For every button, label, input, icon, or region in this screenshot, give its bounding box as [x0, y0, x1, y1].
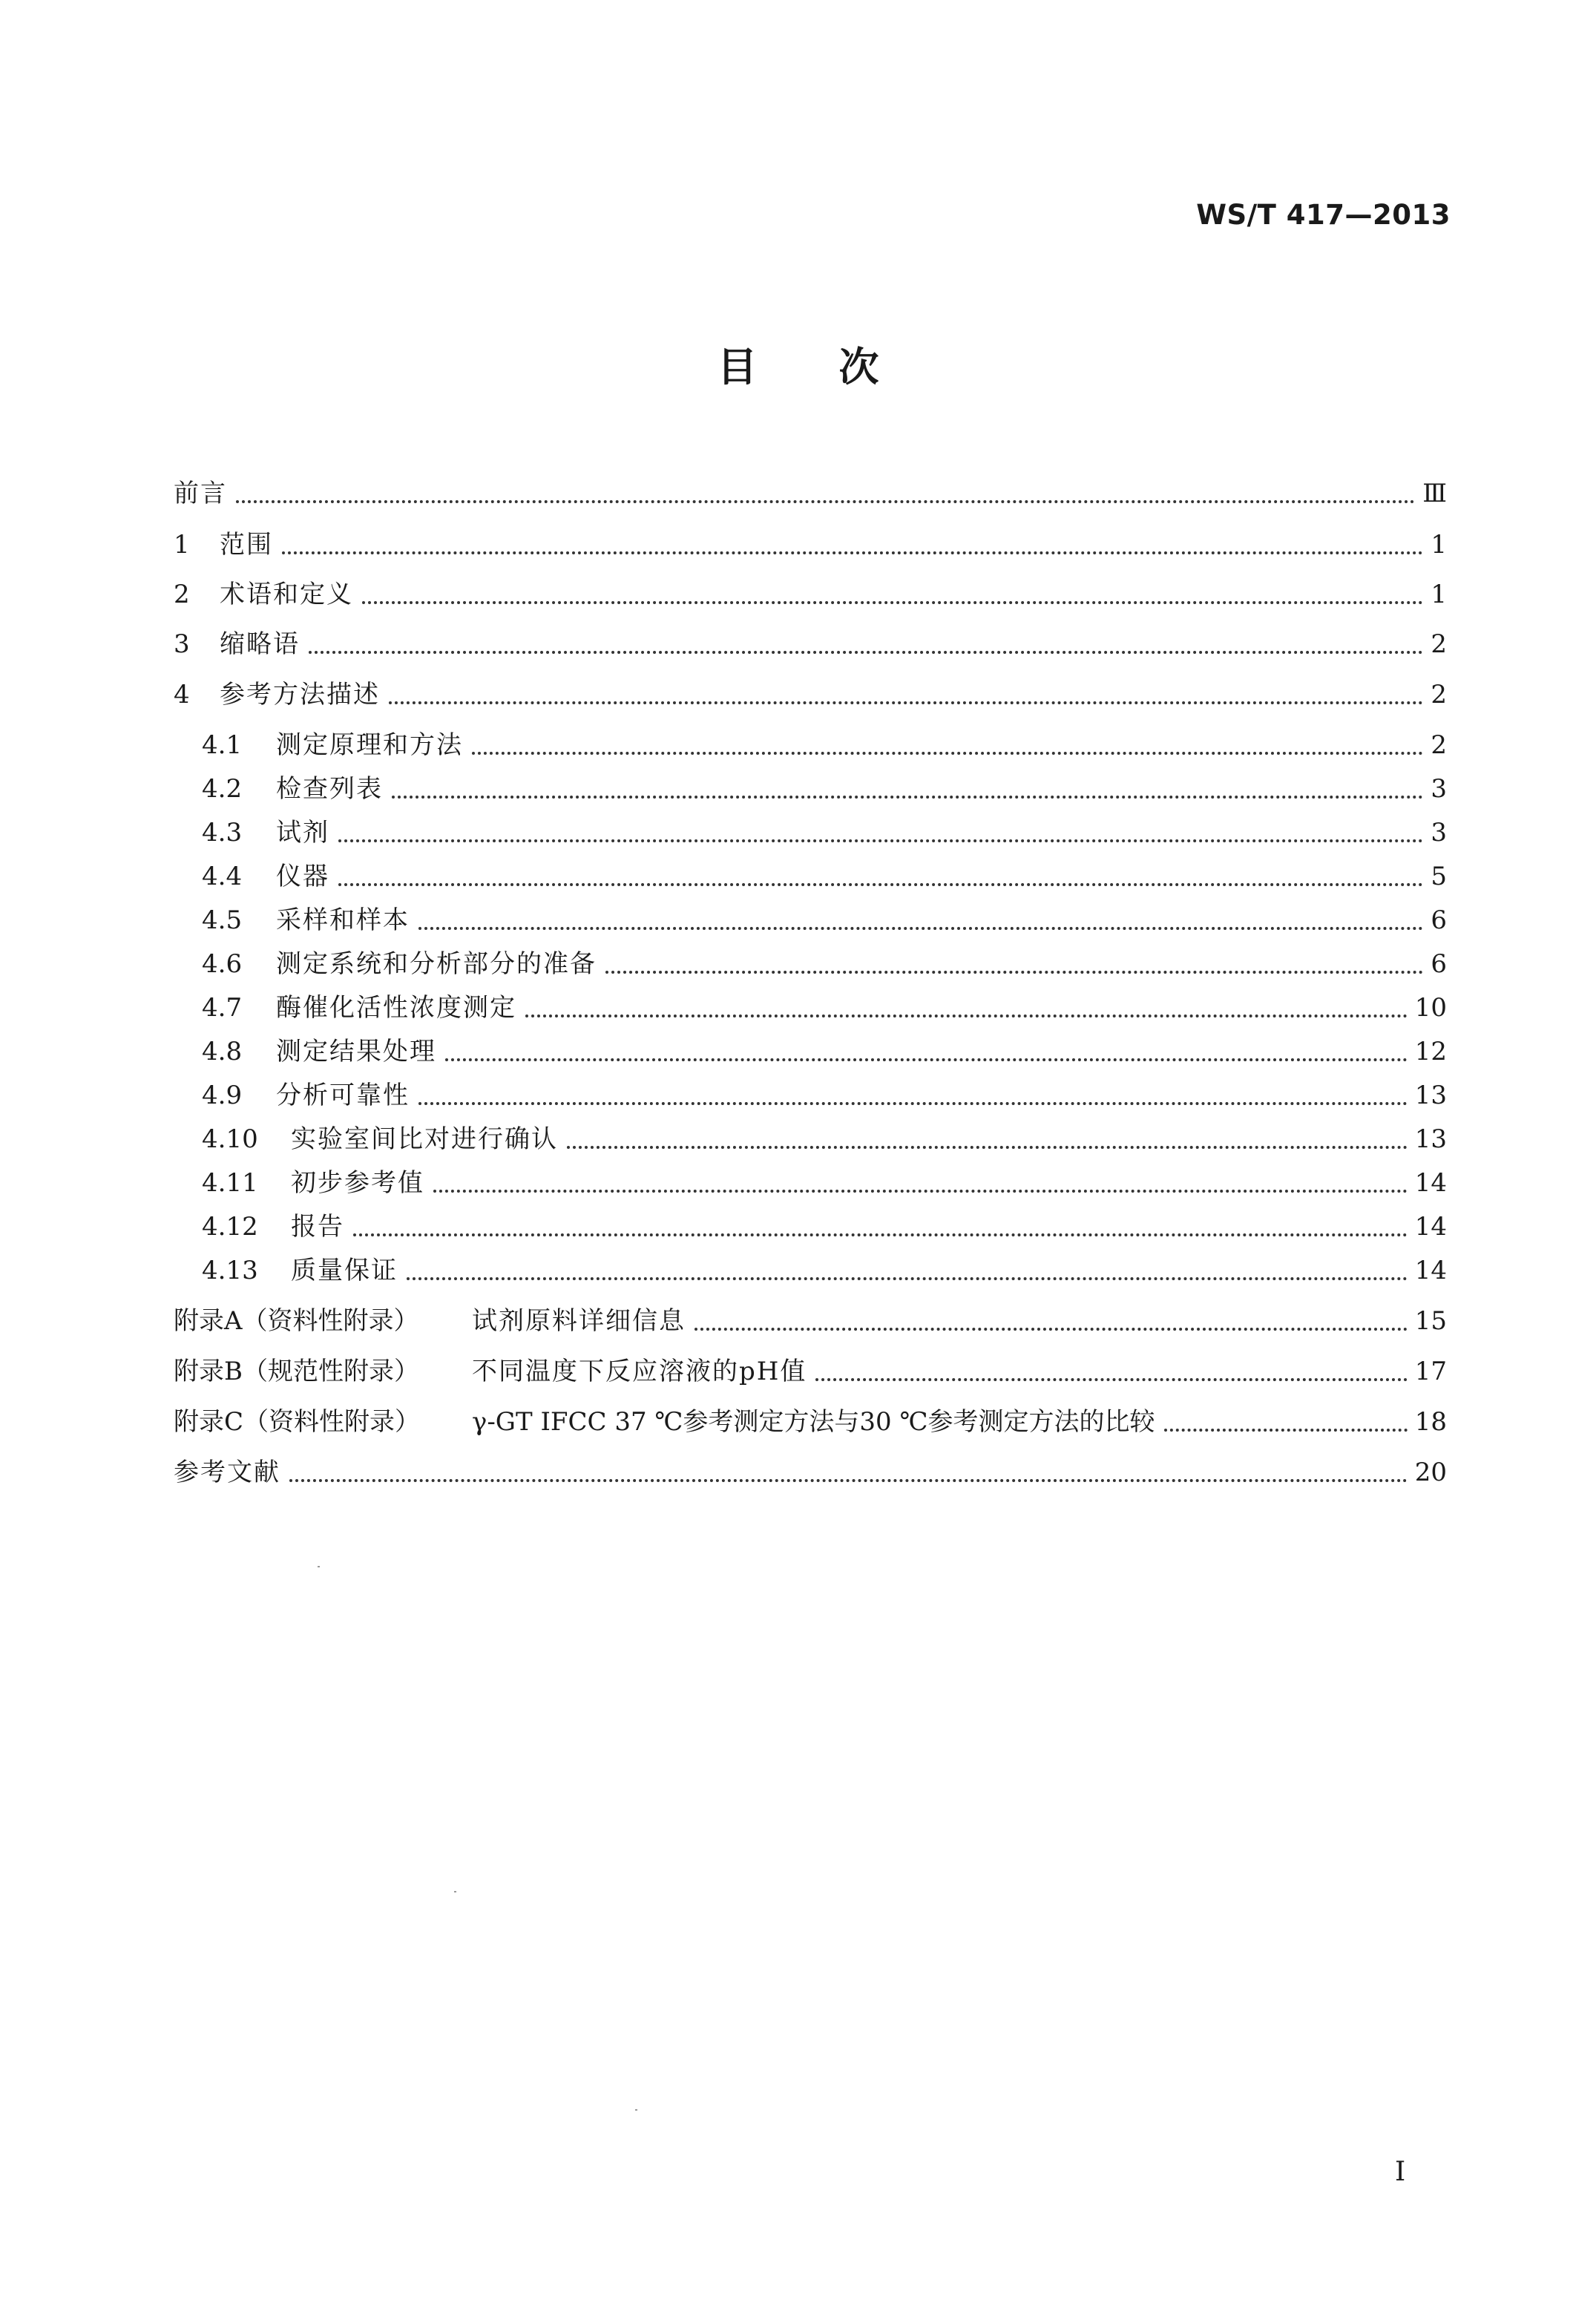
toc-entry-page: 12 — [1414, 1037, 1447, 1066]
toc-entry-page: 13 — [1414, 1081, 1447, 1110]
toc-entry-1[interactable] — [174, 526, 1447, 563]
toc-entry-label: 酶催化活性浓度测定 — [276, 993, 516, 1023]
toc-entry-appendix-c[interactable] — [174, 1403, 1447, 1440]
scan-speck — [318, 1566, 320, 1567]
toc-entry-number: 附录A（资料性附录） — [174, 1306, 419, 1336]
toc-entry-number: 附录C（资料性附录） — [174, 1407, 421, 1437]
toc-entry-page: 14 — [1414, 1256, 1447, 1285]
toc-entry-4-12[interactable] — [202, 1208, 1447, 1245]
toc-entry-page: 2 — [1431, 680, 1447, 709]
toc-entry-4-13[interactable] — [202, 1252, 1447, 1289]
scan-speck — [635, 2109, 637, 2111]
toc-entry-references[interactable] — [174, 1454, 1447, 1491]
toc-entry-label: 测定原理和方法 — [276, 730, 463, 760]
page-title: 目次 — [717, 344, 961, 390]
toc-entry-number: 附录B（规范性附录） — [174, 1357, 419, 1386]
toc-entry-foreword[interactable] — [174, 475, 1447, 512]
toc-entry-page: 17 — [1414, 1357, 1447, 1386]
toc-entry-page: 5 — [1431, 862, 1447, 891]
toc-entry-label: 范围 — [220, 530, 273, 560]
dot-leader — [1164, 1427, 1408, 1432]
scan-speck — [454, 1891, 456, 1892]
toc-entry-label: 参考文献 — [174, 1458, 280, 1487]
dot-leader — [289, 1478, 1408, 1482]
toc-entry-page: 6 — [1431, 905, 1447, 935]
dot-leader — [392, 794, 1423, 799]
toc-entry-4-6[interactable] — [202, 945, 1447, 983]
dot-leader — [236, 499, 1415, 503]
toc-entry-4-11[interactable] — [202, 1164, 1447, 1202]
toc-entry-appendix-a[interactable] — [174, 1302, 1447, 1340]
toc-entry-number: 4.12 — [202, 1212, 258, 1242]
toc-entry-4-8[interactable] — [202, 1033, 1447, 1070]
toc-entry-page: 3 — [1431, 818, 1447, 848]
toc-entry-label: 缩略语 — [220, 629, 300, 659]
toc-entry-4-9[interactable] — [202, 1077, 1447, 1114]
toc-entry-4-7[interactable] — [202, 989, 1447, 1026]
toc-entry-label: 仪器 — [276, 862, 329, 891]
dot-leader — [418, 925, 1423, 930]
toc-entry-number: 4.10 — [202, 1124, 258, 1154]
toc-entry-number: 2 — [174, 580, 190, 609]
toc-entry-number: 4.7 — [202, 993, 243, 1023]
toc-entry-label: 检查列表 — [276, 774, 383, 804]
toc-entry-label: 前言 — [174, 479, 227, 508]
toc-entry-page: Ⅲ — [1422, 479, 1447, 508]
dot-leader — [815, 1377, 1407, 1381]
toc-entry-number: 1 — [174, 530, 190, 560]
toc-entry-number: 4.6 — [202, 949, 243, 979]
toc-entry-2[interactable] — [174, 576, 1447, 613]
toc-entry-number: 4.8 — [202, 1037, 243, 1066]
dot-leader — [472, 750, 1423, 755]
dot-leader — [389, 700, 1423, 704]
toc-entry-label: 初步参考值 — [291, 1168, 424, 1198]
toc-entry-page: 1 — [1431, 580, 1447, 609]
toc-entry-page: 14 — [1414, 1212, 1447, 1242]
dot-leader — [418, 1101, 1408, 1105]
toc-entry-4[interactable] — [174, 676, 1447, 713]
toc-entry-page: 14 — [1414, 1168, 1447, 1198]
toc-entry-4-4[interactable] — [202, 858, 1447, 895]
toc-entry-4-3[interactable] — [202, 814, 1447, 851]
toc-entry-page: 1 — [1431, 530, 1447, 560]
page-number: I — [1395, 2157, 1406, 2187]
dot-leader — [338, 882, 1423, 886]
toc-entry-4-10[interactable] — [202, 1121, 1447, 1158]
toc-entry-number: 4.9 — [202, 1081, 243, 1110]
dot-leader — [567, 1144, 1408, 1149]
toc-entry-page: 2 — [1431, 730, 1447, 760]
dot-leader — [525, 1013, 1408, 1017]
dot-leader — [407, 1276, 1408, 1280]
toc-entry-number: 4.1 — [202, 730, 243, 760]
toc-entry-number: 4.4 — [202, 862, 243, 891]
toc-entry-number: 4.5 — [202, 905, 243, 935]
toc-entry-number: 4.11 — [202, 1168, 258, 1198]
toc-entry-page: 13 — [1414, 1124, 1447, 1154]
toc-entry-label: 试剂 — [276, 818, 329, 848]
standard-code: WS/T 417—2013 — [1196, 199, 1451, 231]
dot-leader — [309, 649, 1423, 654]
toc-entry-page: 18 — [1414, 1407, 1447, 1437]
toc-entry-label: 实验室间比对进行确认 — [291, 1124, 558, 1154]
toc-entry-label: 分析可靠性 — [276, 1081, 410, 1110]
toc-entry-label: 参考方法描述 — [220, 680, 380, 709]
toc-entry-number: 4.3 — [202, 818, 243, 848]
toc-entry-page: 15 — [1414, 1306, 1447, 1336]
toc-entry-label: 质量保证 — [291, 1256, 398, 1285]
dot-leader — [282, 550, 1423, 554]
dot-leader — [362, 600, 1423, 604]
toc-entry-page: 2 — [1431, 629, 1447, 659]
toc-entry-page: 20 — [1414, 1458, 1447, 1487]
toc-entry-page: 10 — [1414, 993, 1447, 1023]
dot-leader — [445, 1057, 1408, 1061]
toc-entry-label: 采样和样本 — [276, 905, 410, 935]
toc-entry-number: 3 — [174, 629, 190, 659]
toc-entry-number: 4.13 — [202, 1256, 258, 1285]
dot-leader — [353, 1232, 1408, 1236]
toc-entry-page: 6 — [1431, 949, 1447, 979]
toc-entry-number: 4.2 — [202, 774, 243, 804]
dot-leader — [605, 969, 1423, 974]
dot-leader — [694, 1326, 1408, 1331]
toc-entry-4-5[interactable] — [202, 902, 1447, 939]
dot-leader — [433, 1188, 1408, 1193]
toc-entry-4-1[interactable] — [202, 727, 1447, 764]
dot-leader — [338, 838, 1423, 842]
toc-entry-label: 测定结果处理 — [276, 1037, 436, 1066]
toc-entry-label: γ-GT IFCC 37 ℃参考测定方法与30 ℃参考测定方法的比较 — [472, 1407, 1155, 1437]
toc-entry-label: 不同温度下反应溶液的pH值 — [472, 1357, 807, 1386]
toc-entry-label: 报告 — [291, 1212, 344, 1242]
toc-entry-appendix-b[interactable] — [174, 1353, 1447, 1390]
toc-entry-page: 3 — [1431, 774, 1447, 804]
toc-entry-number: 4 — [174, 680, 190, 709]
toc-entry-label: 术语和定义 — [220, 580, 353, 609]
toc-entry-label: 测定系统和分析部分的准备 — [276, 949, 597, 979]
toc-entry-3[interactable] — [174, 626, 1447, 663]
toc-entry-4-2[interactable] — [202, 770, 1447, 807]
toc-entry-label: 试剂原料详细信息 — [472, 1306, 686, 1336]
